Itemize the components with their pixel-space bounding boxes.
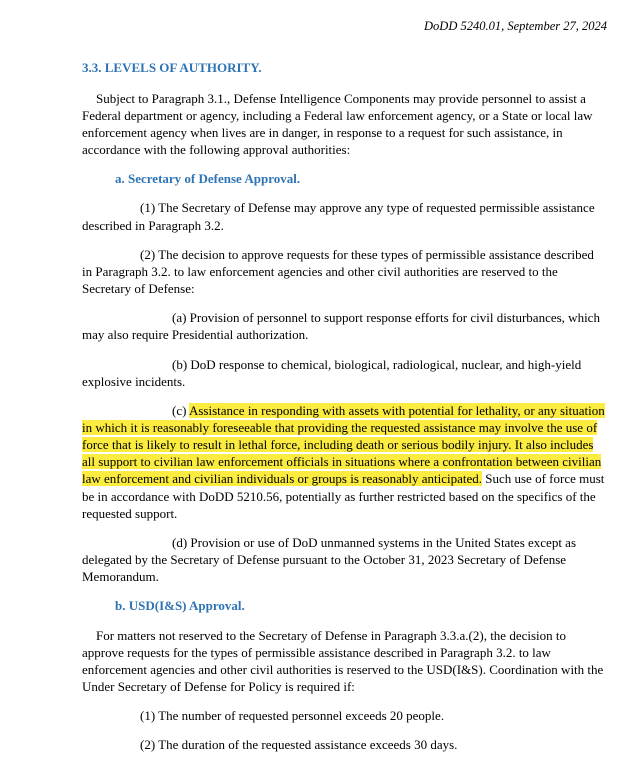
paragraph-a-2-c-label: (c) (172, 402, 189, 418)
intro-paragraph: Subject to Paragraph 3.1., Defense Intelligence Components may provide personnel to assist a Federal department or agency, including a Federal law enforcement agency, or a State or local law enforcement agency when lives are in danger, in response to a request for such assistance, in accordance with the following approval authorities: (82, 90, 593, 158)
paragraph-a-2-c (82, 402, 607, 522)
paragraph-a-2: (2) The decision to approve requests for these types of permissible assistance described in Paragraph 3.2. to law enforcement agencies and other civil authorities are reserved to the Secretary of Defense: (82, 246, 594, 297)
paragraph-a-2-c-rest: Such use of force must be in accordance with DoDD 5210.56, potentially as further restricted based on the specifics of the requested support. (82, 471, 605, 521)
paragraph-a-2-c-highlighted-text: Assistance in responding with assets with potential for lethality, or any situation in which it is reasonably foreseeable that providing the requested assistance may involve the use of force that is likely to result in lethal force, including death or serious bodily injury. It also includes all support to civilian law enforcement officials in situations where a confrontation between civilian law enforcement and civilian individuals or groups is reasonably anticipated. (82, 402, 605, 487)
document-header: DoDD 5240.01, September 27, 2024 (424, 19, 607, 33)
section-heading: 3.3. LEVELS OF AUTHORITY. (82, 59, 262, 75)
paragraph-a-2-b: (b) DoD response to chemical, biological, radiological, nuclear, and high-yield explosive incidents. (82, 356, 582, 389)
paragraph-a-2-d: (d) Provision or use of DoD unmanned systems in the United States except as delegated by the Secretary of Defense pursuant to the October 31, 2023 Secretary of Defense Memorandum. (82, 534, 577, 585)
paragraph-b-2: (2) The duration of the requested assistance exceeds 30 days. (140, 737, 458, 753)
subsection-b-intro: For matters not reserved to the Secretary of Defense in Paragraph 3.3.a.(2), the decision to approve requests for the types of permissible assistance described in Paragraph 3.2. to law enforcement agencies and other civil authorities is reserved to the USD(I&S). Coordination with the Under Secretary of Defense for Policy is required if: (82, 627, 604, 695)
paragraph-a-2-a: (a) Provision of personnel to support response efforts for civil disturbances, which may also require Presidential authorization. (82, 310, 600, 343)
subsection-a-heading: a. Secretary of Defense Approval. (115, 171, 301, 187)
paragraph-b-1: (1) The number of requested personnel exceeds 20 people. (140, 708, 445, 724)
paragraph-a-1: (1) The Secretary of Defense may approve any type of requested permissible assistance described in Paragraph 3.2. (82, 200, 595, 233)
subsection-b-heading: b. USD(I&S) Approval. (115, 598, 245, 614)
